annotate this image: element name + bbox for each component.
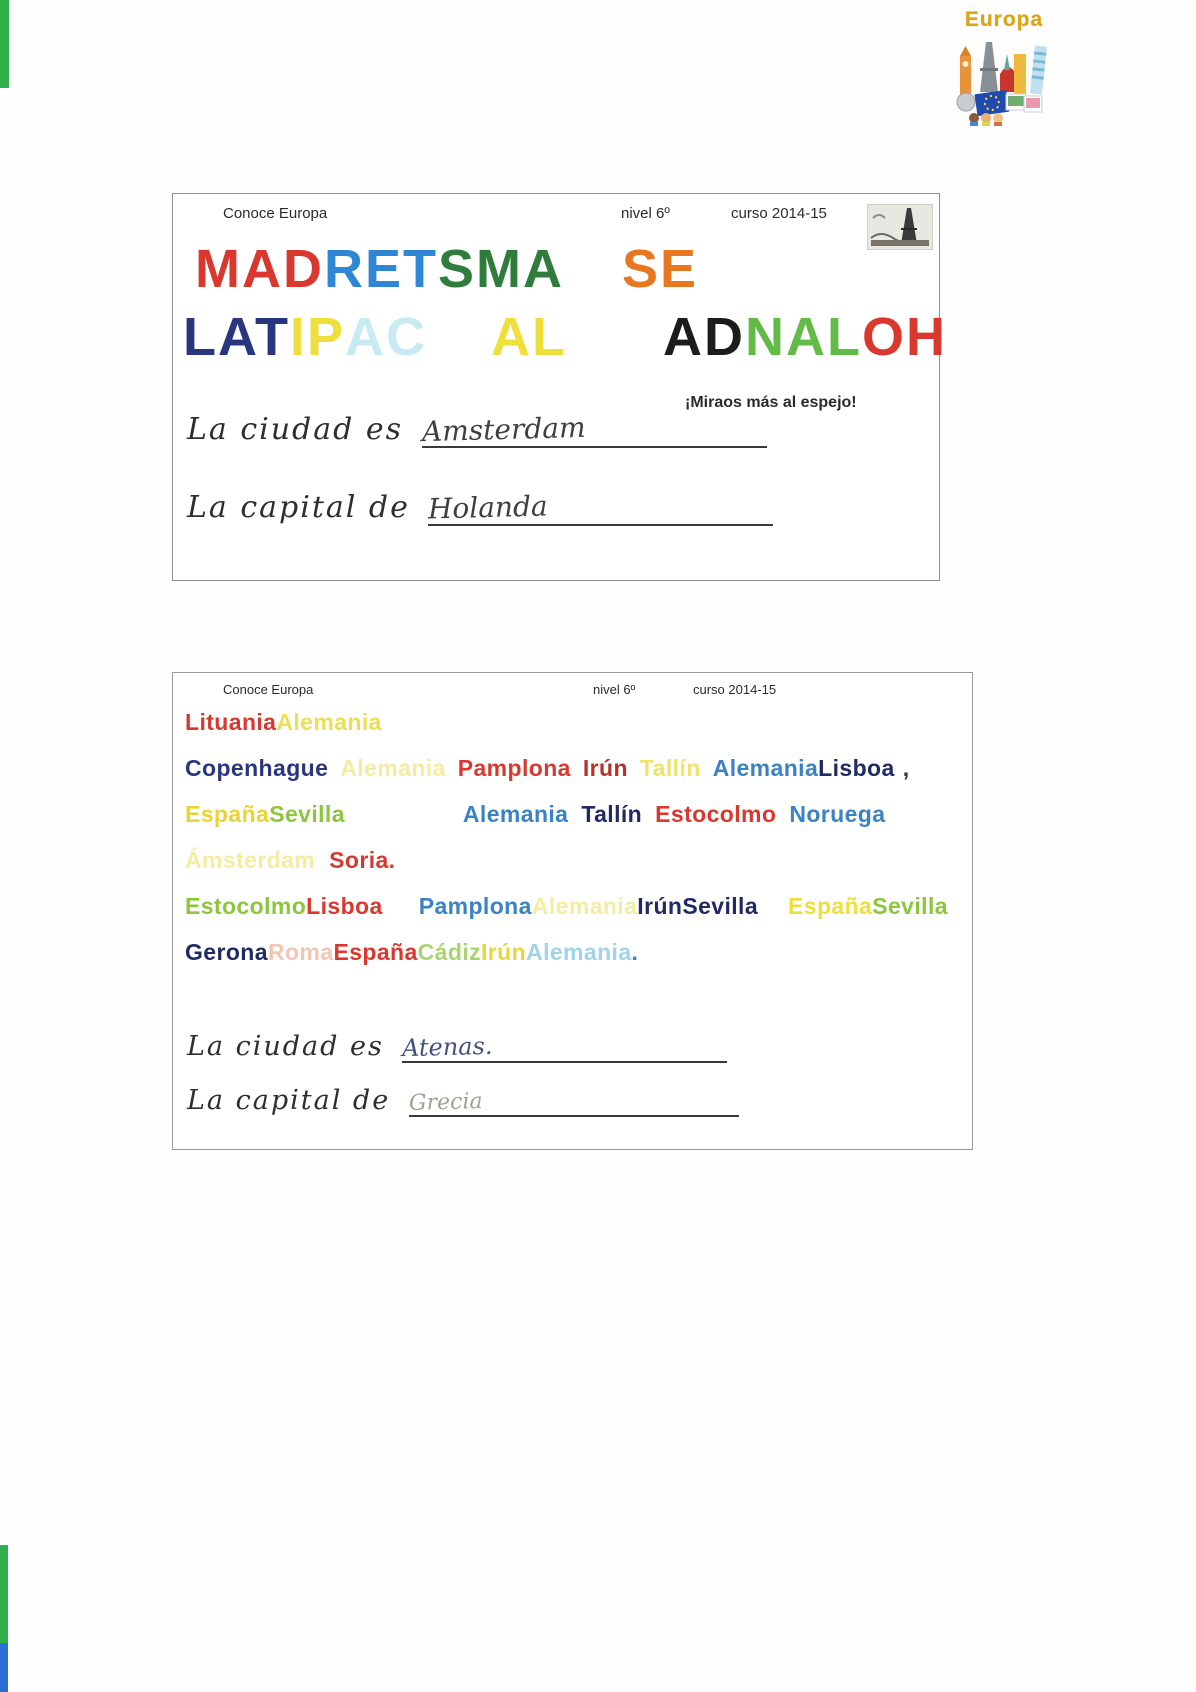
city-answer-row-2: [187, 1031, 727, 1063]
color-word-segment: LAT: [183, 307, 290, 367]
color-word-segment: Noruega: [789, 801, 886, 827]
color-word-segment: SE: [621, 239, 699, 299]
color-word-segment: España: [333, 939, 418, 965]
color-word-segment: Sevilla: [872, 893, 948, 919]
color-word-segment: Pamplona: [457, 755, 571, 781]
city-answer-line[interactable]: [421, 410, 767, 449]
mirror-word-line-1: [195, 239, 699, 299]
worksheet-card-wordsearch: [172, 672, 973, 1150]
color-word-segment: Ámsterdam: [185, 847, 316, 873]
capital-answer-line[interactable]: [428, 491, 773, 526]
card1-title: Conoce Europa: [223, 205, 328, 222]
city-prompt: La ciudad es: [187, 412, 404, 447]
color-word-segment: Sevilla: [269, 801, 345, 827]
color-word-segment: Roma: [267, 939, 334, 965]
color-word-segment: ,: [902, 755, 910, 781]
word-row-6: [185, 939, 638, 966]
city-handwritten-answer: Amsterdam: [421, 410, 586, 449]
mirror-word-line-2: [183, 307, 947, 367]
color-word-segment: AL: [491, 307, 567, 367]
color-word-segment: Lituania: [185, 709, 277, 735]
edge-artifact-bottom-blue: [0, 1643, 8, 1692]
card1-level: nivel 6º: [621, 205, 670, 222]
city-handwritten-answer-2: Atenas.: [401, 1031, 494, 1063]
color-word-segment: Lisboa: [306, 893, 383, 919]
word-row-5: [185, 893, 948, 920]
color-word-segment: Tallín: [581, 801, 643, 827]
europa-logo: [946, 8, 1062, 132]
color-word-segment: Pamplona: [418, 893, 532, 919]
color-word-segment: Irún: [637, 893, 683, 919]
card2-level: nivel 6º: [593, 682, 636, 697]
color-word-segment: Gerona: [185, 939, 268, 965]
color-word-segment: España: [788, 893, 873, 919]
color-word-segment: IP: [289, 307, 345, 367]
capital-handwritten-answer: Holanda: [427, 489, 549, 526]
color-word-segment: Tallín: [639, 755, 701, 781]
color-word-segment: Estocolmo: [655, 801, 777, 827]
color-word-segment: Lisboa: [818, 755, 895, 781]
city-answer-line-2[interactable]: [402, 1033, 727, 1063]
city-prompt-2: La ciudad es: [187, 1031, 384, 1062]
capital-answer-row: [187, 490, 773, 526]
capital-handwritten-answer-2: Grecia: [408, 1089, 483, 1116]
capital-prompt: La capital de: [187, 490, 410, 525]
color-word-segment: Estocolmo: [185, 893, 307, 919]
city-answer-row: [187, 412, 767, 448]
worksheet-card-madretsma: [172, 193, 947, 581]
edge-artifact-bottom-green: [0, 1545, 8, 1643]
word-row-3: [185, 801, 885, 828]
color-word-segment: Alemania: [276, 709, 382, 735]
mirror-hint-text: ¡Miraos más al espejo!: [685, 394, 857, 411]
color-word-segment: Sevilla: [682, 893, 759, 919]
edge-artifact-top: [0, 0, 9, 88]
capital-answer-row-2: [187, 1085, 739, 1117]
color-word-segment: Irún: [582, 755, 628, 781]
color-word-segment: SMA: [437, 239, 564, 299]
color-word-segment: AC: [345, 307, 427, 367]
color-word-segment: OH: [861, 307, 947, 367]
color-word-segment: Alemania: [462, 801, 569, 827]
color-word-segment: Cádiz: [417, 939, 482, 965]
card2-title: Conoce Europa: [223, 682, 314, 697]
color-word-segment: Irún: [481, 939, 527, 965]
color-word-segment: Alemania: [712, 755, 819, 781]
capital-answer-line-2[interactable]: [409, 1090, 739, 1117]
color-word-segment: Alemania: [526, 939, 632, 965]
color-word-segment: .: [631, 939, 639, 965]
word-row-1: [185, 709, 382, 736]
color-word-segment: AD: [662, 307, 745, 367]
color-word-segment: Soria.: [329, 847, 396, 873]
card1-course: curso 2014-15: [731, 205, 827, 222]
color-word-segment: NAL: [744, 307, 862, 367]
color-word-segment: Alemania: [531, 893, 638, 919]
europa-logo-title: Europa: [964, 8, 1044, 31]
color-word-segment: RET: [323, 239, 438, 299]
paris-stamp-image: [867, 204, 933, 255]
color-word-segment: España: [185, 801, 270, 827]
capital-prompt-2: La capital de: [187, 1085, 391, 1116]
color-word-segment: Copenhague: [185, 755, 329, 781]
europa-collage-image: [946, 34, 1062, 131]
card2-course: curso 2014-15: [693, 682, 777, 697]
word-row-2: [185, 755, 909, 782]
color-word-segment: Alemania: [340, 755, 446, 781]
color-word-segment: MAD: [195, 239, 324, 299]
word-row-4: [185, 847, 395, 874]
